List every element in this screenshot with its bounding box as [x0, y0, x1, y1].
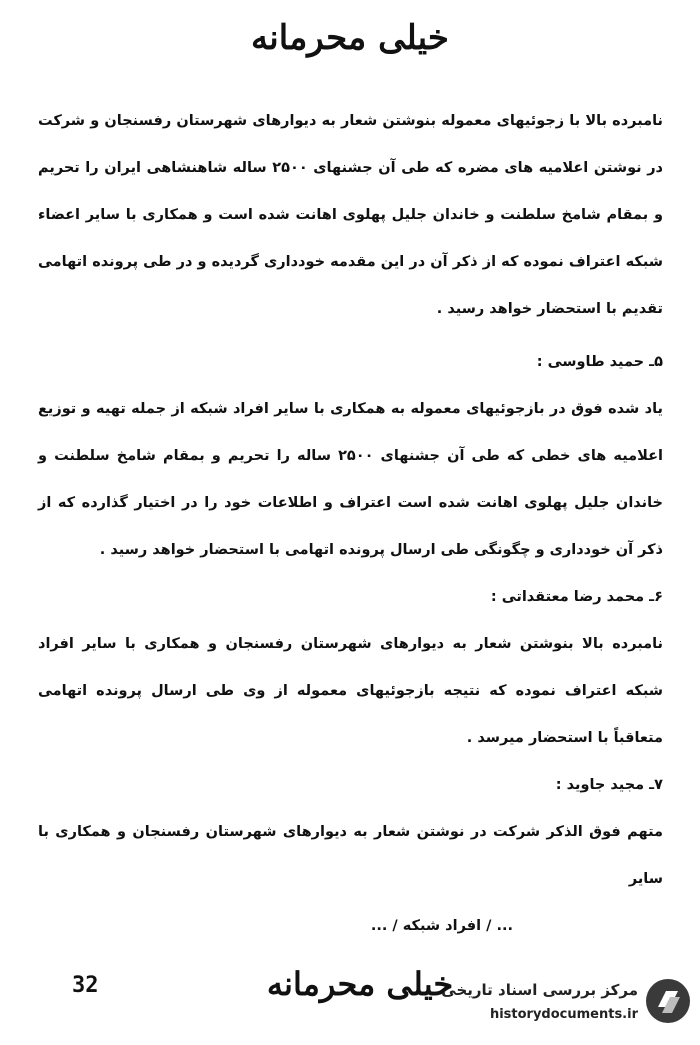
paragraph-1: نامبرده بالا با زجوئیهای معموله بنوشتن شعار به دیوارهای شهرستان رفسنجان و شرکت در نوشتن اعلامیه های مضره که طی آن جشنهای ۲۵۰۰ ساله شاهنشاهی ایران را تحریم و بمقام شامخ سلطنت و خاندان جلیل پهلوی اهانت شده است و همکاری با سایر اعضاء شبکه اعتراف نموده که از ذکر آن در این مقدمه خودداری گردیده و در طی پرونده اتهامی تقدیم با استحضار خواهد رسید .	[38, 113, 663, 317]
heading-7: ۷ـ مجید جاوید :	[555, 777, 663, 793]
watermark-url: historydocuments.ir	[489, 1007, 638, 1022]
paragraph-3: نامبرده بالا بنوشتن شعار به دیوارهای شهرستان رفسنجان و همکاری با سایر افراد شبکه اعتراف نموده که نتیجه بازجوئیهای معموله از وی طی ارسال پرونده اتهامی متعاقباً با استحضار میرسد .	[38, 636, 663, 746]
paragraph-4: متهم فوق الذکر شرکت در نوشتن شعار به دیوارهای شهرستان رفسنجان و همکاری با سایر	[38, 824, 663, 887]
watermark-text: مرکز بررسی اسناد تاریخی	[441, 981, 638, 999]
heading-5: ۵ـ حمید طاوسی :	[536, 354, 663, 370]
paragraph-tail: ... / افراد شبکه / ...	[370, 918, 513, 934]
page-number: 32	[72, 973, 99, 998]
classification-footer: خیلی محرمانه	[266, 965, 454, 1003]
document-body	[38, 98, 663, 950]
archive-logo-icon	[644, 977, 692, 1025]
watermark	[432, 975, 692, 1037]
classification-header: خیلی محرمانه	[251, 18, 449, 58]
paragraph-2: یاد شده فوق در بازجوئیهای معموله به همکاری با سایر افراد شبکه از جمله تهیه و توزیع اعلامیه های خطی که طی آن جشنهای ۲۵۰۰ ساله را تحریم و بمقام شامخ سلطنت و خاندان جلیل پهلوی اهانت شده است اعتراف و اطلاعات خود را در اختیار گذارده که از ذکر آن خودداری و چگونگی طی ارسال پرونده اتهامی با استحضار خواهد رسید .	[38, 401, 663, 558]
heading-6: ۶ـ محمد رضا معتقداتی :	[490, 589, 663, 605]
